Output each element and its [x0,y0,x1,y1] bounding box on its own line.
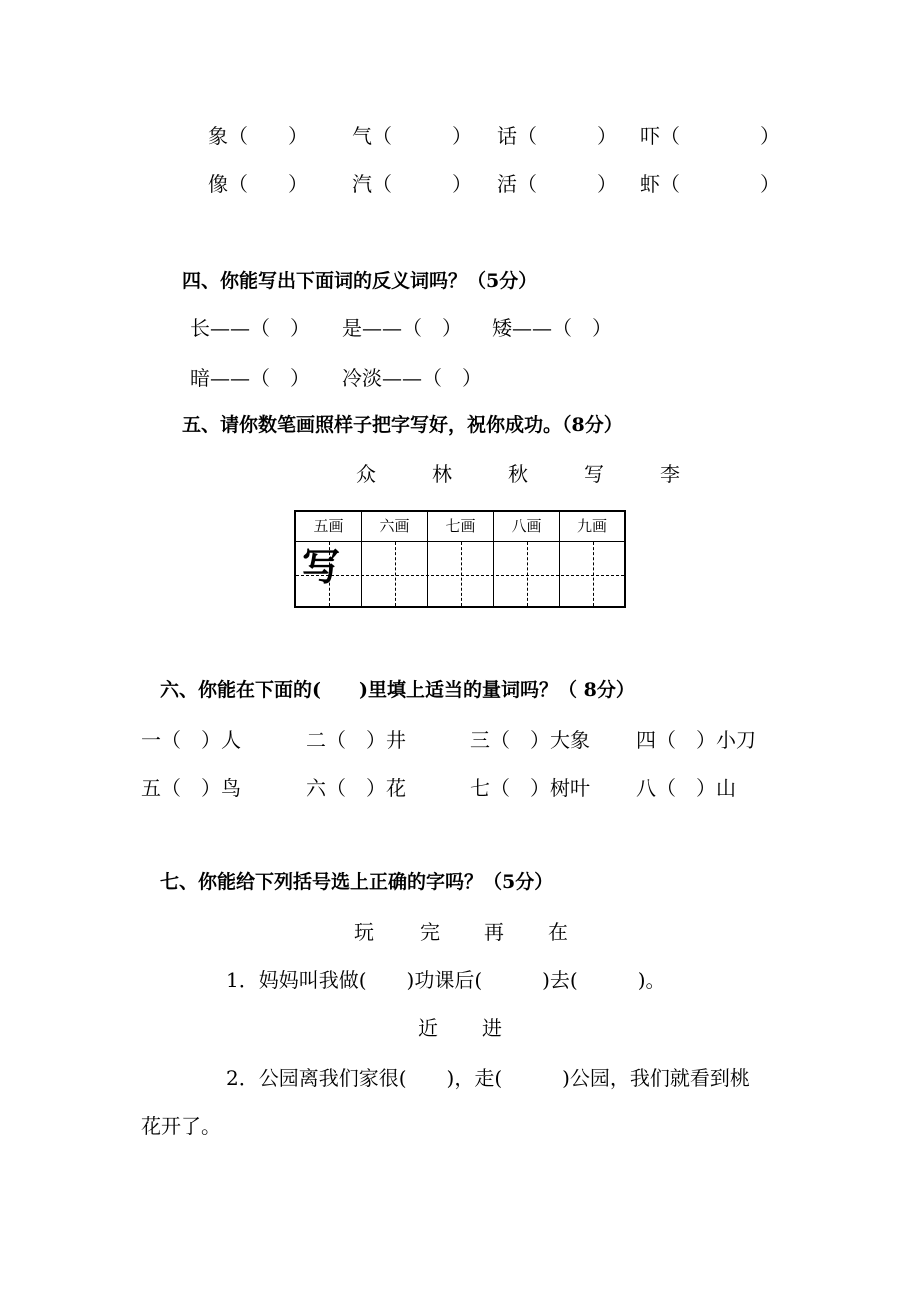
section4-title: 四、你能写出下面词的反义词吗？（5分） [182,270,538,292]
table-header-cell: 六画 [362,512,428,541]
section6-title: 六、你能在下面的( )里填上适当的量词吗？（ 8分） [160,679,635,701]
choice-char: 完 [420,920,440,944]
char-pair-item: 像（ ） [208,172,308,196]
antonym-item: 冷淡——（ ） [342,366,482,390]
measure-word-item: 六（ ）花 [306,776,406,800]
antonym-item: 矮——（ ） [492,316,612,340]
cell-divider [361,541,362,606]
table-header-cell: 五画 [296,512,362,541]
measure-word-item: 八（ ）山 [636,776,736,800]
antonym-item: 长——（ ） [190,316,310,340]
table-divider [296,541,624,542]
choice-char: 玩 [354,920,374,944]
sample-char: 林 [432,462,452,486]
cell-divider [427,541,428,606]
guide-line [593,542,594,606]
char-pair-item: 吓（ ） [640,124,780,148]
table-header-cell: 九画 [576,517,607,535]
char-pair-item: 话（ ） [497,124,617,148]
sample-char: 众 [356,462,376,486]
choice-char: 再 [484,920,504,944]
char-pair-item: 象（ ） [208,124,308,148]
section5-title: 五、请你数笔画照样子把字写好，祝你成功。（8分） [182,414,623,436]
question-2-continued: 花开了。 [141,1114,221,1138]
measure-word-item: 三（ ）大象 [470,728,590,752]
question-2: 2．公园离我们家很( )，走( )公园，我们就看到桃 [226,1066,750,1090]
question-1: 1．妈妈叫我做( )功课后( )去( )。 [226,968,666,992]
example-character: 写 [302,544,341,589]
section7-title: 七、你能给下列括号选上正确的字吗？（5分） [160,871,554,893]
antonym-item: 暗——（ ） [190,366,310,390]
choice-char: 进 [482,1016,502,1040]
stroke-count-table [294,510,626,608]
table-header-cell: 八画 [494,512,560,541]
guide-line [296,575,624,576]
char-pair-item: 虾（ ） [640,172,780,196]
choice-char: 近 [418,1016,438,1040]
measure-word-item: 二（ ）井 [306,728,406,752]
table-header-cell: 七画 [428,512,494,541]
char-pair-item: 汽（ ） [352,172,472,196]
measure-word-item: 一（ ）人 [141,728,241,752]
measure-word-item: 七（ ）树叶 [470,776,590,800]
char-pair-item: 活（ ） [497,172,617,196]
guide-line [395,542,396,606]
antonym-item: 是——（ ） [342,316,462,340]
measure-word-item: 四（ ）小刀 [636,728,756,752]
sample-char: 李 [660,462,680,486]
cell-divider [559,541,560,606]
measure-word-item: 五（ ）鸟 [141,776,241,800]
choice-char: 在 [548,920,568,944]
guide-line [461,542,462,606]
cell-divider [493,541,494,606]
char-pair-item: 气（ ） [352,124,472,148]
sample-char: 写 [584,462,604,486]
guide-line [527,542,528,606]
sample-char: 秋 [508,462,528,486]
